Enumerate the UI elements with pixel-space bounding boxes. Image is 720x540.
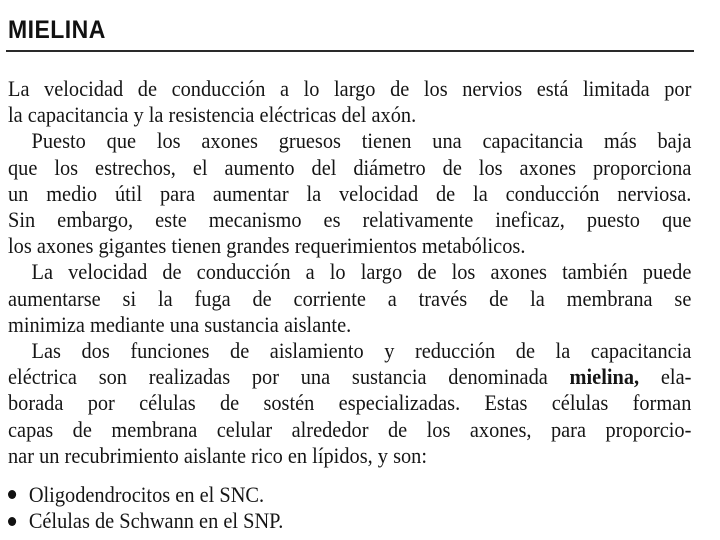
bullet-text: Oligodendrocitos en el SNC. [28, 482, 265, 507]
text-line: minimiza mediante una sustancia aislante. [8, 311, 352, 337]
text-line: que los estrechos, el aumento del diámetro de los axones proporciona [8, 154, 692, 180]
text-line: Sin embargo, este mecanismo es relativamente ineficaz, puesto que [8, 207, 692, 233]
title-underline [6, 50, 694, 52]
bullet-item [8, 508, 627, 534]
text-line: los axones gigantes tienen grandes requerimientos metabólicos. [8, 233, 526, 259]
text-line: Puesto que los axones gruesos tienen una capacitancia más baja [31, 128, 692, 154]
text-line: La velocidad de conducción a lo largo de los nervios está limitada por [8, 76, 692, 101]
bold-term-mielina: mielina, [569, 364, 640, 390]
text-line: borada por células de sostén especializadas. Estas células forman [8, 390, 692, 416]
text-line: La velocidad de conducción a lo largo de los axones también puede [31, 259, 692, 285]
text-fragment: eléctrica son realizadas por una sustancia denominada [8, 364, 548, 390]
bullet-icon [8, 517, 16, 526]
text-line-with-bold-term [8, 364, 691, 390]
text-line: nar un recubrimiento aislante rico en lípidos, y son: [8, 442, 428, 468]
text-line: capas de membrana celular alrededor de los axones, para proporcio- [8, 416, 692, 442]
text-line: Las dos funciones de aislamiento y reducción de la capacitancia [31, 338, 692, 364]
bullet-item [8, 482, 627, 508]
text-fragment: ela- [660, 364, 692, 390]
bullet-list [8, 482, 692, 534]
section-title: MIELINA [8, 16, 106, 44]
bullet-icon [8, 490, 16, 499]
bullet-text: Células de Schwann en el SNP. [28, 508, 284, 534]
text-line: un medio útil para aumentar la velocidad de la conducción nerviosa. [8, 180, 692, 206]
text-line: la capacitancia y la resistencia eléctricas del axón. [8, 102, 417, 128]
body-text [8, 76, 692, 469]
text-line: aumentarse si la fuga de corriente a través de la membrana se [8, 285, 692, 311]
